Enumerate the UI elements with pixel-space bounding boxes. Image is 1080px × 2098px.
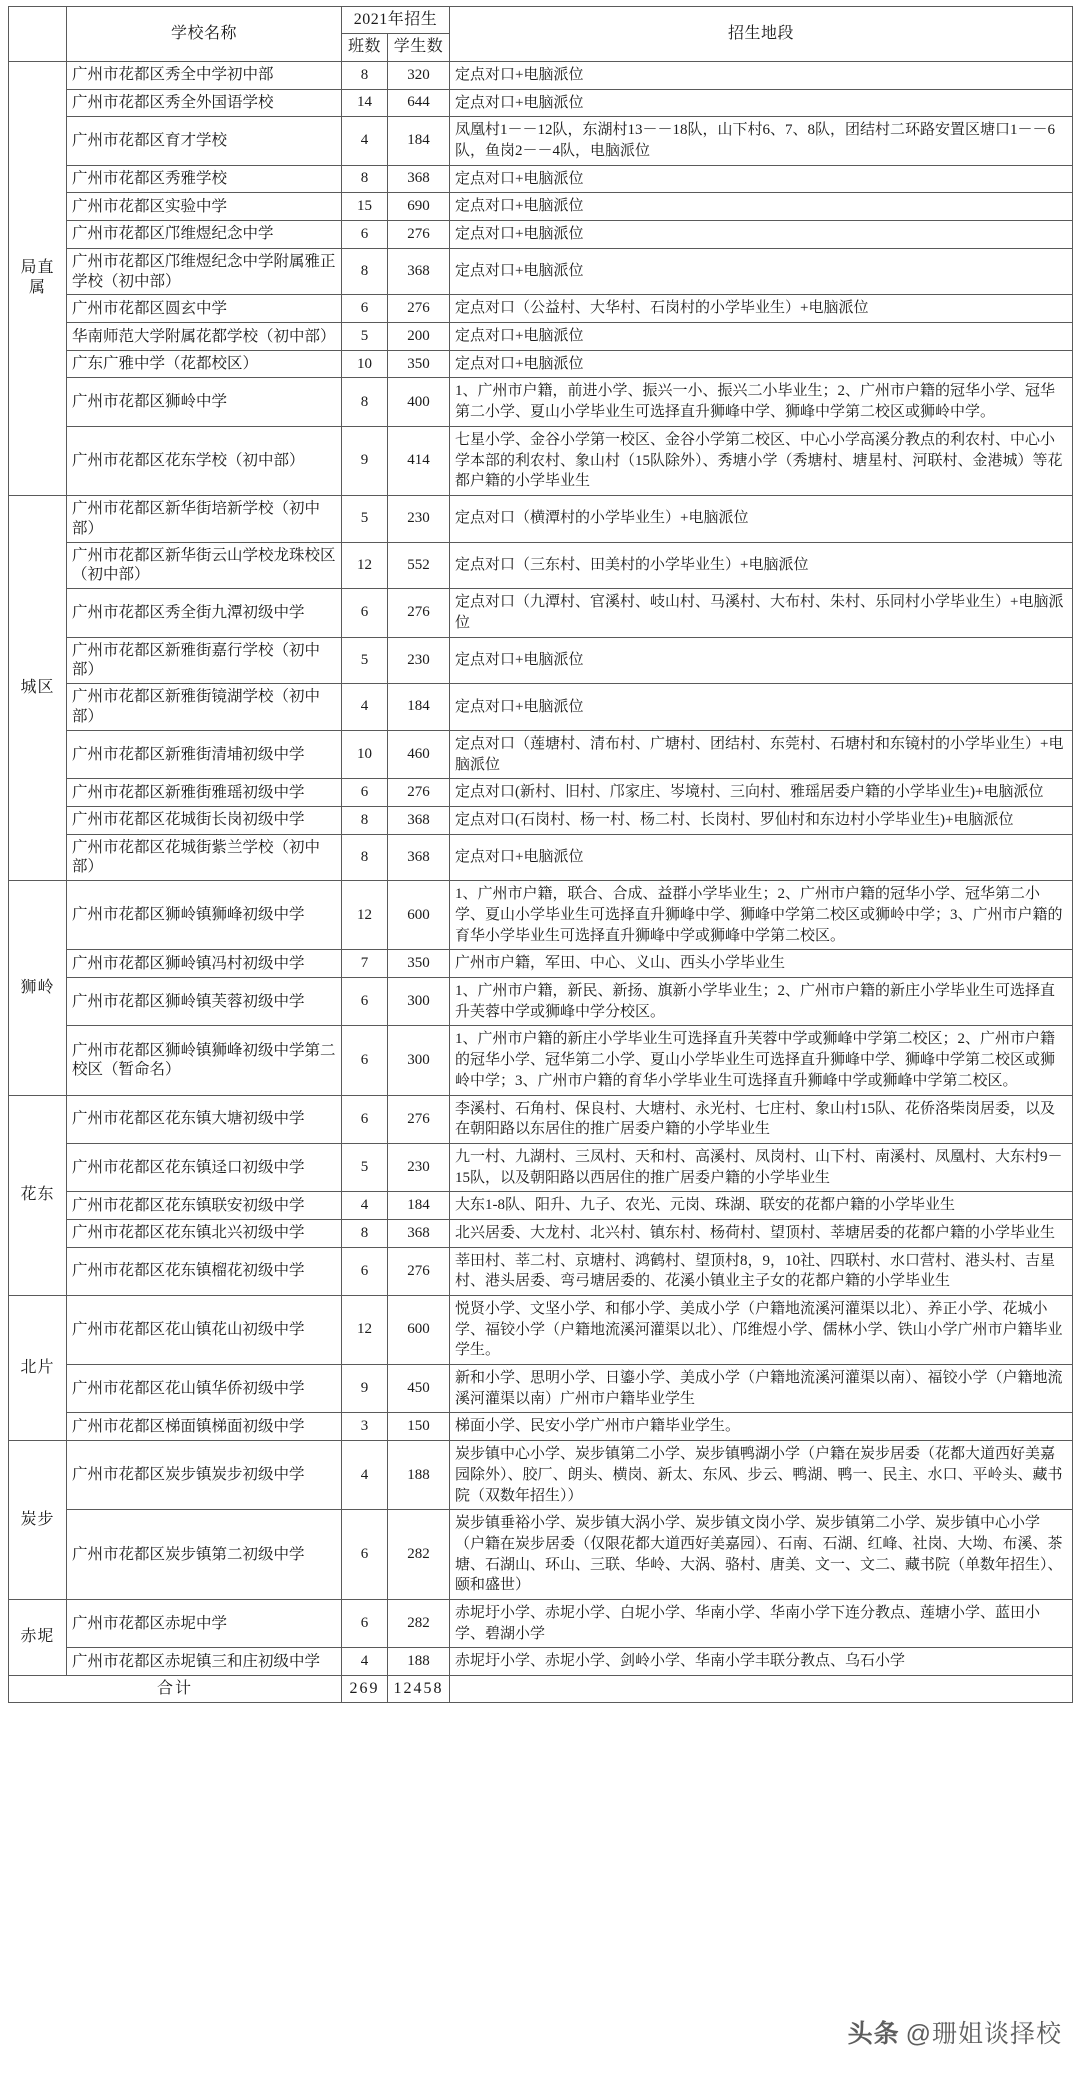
enrollment-zone-cell: 七星小学、金谷小学第一校区、金谷小学第二校区、中心小学高溪分教点的利农村、中心小学本部的利农村、象山村（15队除外）、秀塘小学（秀塘村、塘星村、河联村、金港城）等花都户籍的小学毕业生 xyxy=(450,426,1073,495)
table-row xyxy=(9,950,1073,978)
school-name-cell: 广州市花都区新华街云山学校龙珠校区（初中部） xyxy=(67,542,342,589)
class-count-cell: 8 xyxy=(342,834,388,881)
class-count-cell: 15 xyxy=(342,193,388,221)
student-count-cell: 552 xyxy=(388,542,450,589)
enrollment-zone-cell: 定点对口+电脑派位 xyxy=(450,61,1073,89)
table-row xyxy=(9,165,1073,193)
class-count-cell: 5 xyxy=(342,1143,388,1191)
school-name-cell: 广州市花都区花东镇迳口初级中学 xyxy=(67,1143,342,1191)
class-count-cell: 6 xyxy=(342,1026,388,1095)
enrollment-zone-cell: 定点对口（三东村、田美村的小学毕业生）+电脑派位 xyxy=(450,542,1073,589)
table-row xyxy=(9,1247,1073,1295)
enrollment-zone-cell: 定点对口+电脑派位 xyxy=(450,165,1073,193)
class-count-cell: 12 xyxy=(342,1296,388,1365)
enrollment-zone-cell: 炭步镇中心小学、炭步镇第二小学、炭步镇鸭湖小学（户籍在炭步居委（花都大道西好美嘉园除外）、胶厂、朗头、横岗、新太、东风、步云、鸭湖、鸭一、民主、水口、平岭头、藏书院（双数年招生）） xyxy=(450,1441,1073,1510)
enrollment-zone-cell: 定点对口(新村、旧村、邝家庄、岑境村、三向村、雅瑶居委户籍的小学毕业生)+电脑派位 xyxy=(450,779,1073,807)
table-row xyxy=(9,117,1073,165)
school-name-cell: 广州市花都区花东镇大塘初级中学 xyxy=(67,1095,342,1143)
district-cell: 花东 xyxy=(9,1095,67,1296)
student-count-cell: 300 xyxy=(388,978,450,1026)
table-row xyxy=(9,61,1073,89)
enrollment-zone-cell: 炭步镇垂裕小学、炭步镇大涡小学、炭步镇文岗小学、炭步镇第二小学、炭步镇中心小学（户籍在炭步居委（仅限花都大道西好美嘉园）、石南、石湖、红峰、社岗、大坳、布溪、茶塘、石湖山、环山、三联、华岭、大涡、骆村、唐美、文一、文二、藏书院（单数年招生）、颐和盛世） xyxy=(450,1510,1073,1600)
school-name-cell: 广州市花都区新雅街清埔初级中学 xyxy=(67,730,342,778)
class-count-cell: 6 xyxy=(342,978,388,1026)
school-name-cell: 广州市花都区花东镇联安初级中学 xyxy=(67,1192,342,1220)
enrollment-zone-cell: 定点对口（公益村、大华村、石岗村的小学毕业生）+电脑派位 xyxy=(450,295,1073,323)
table-row xyxy=(9,221,1073,249)
school-name-cell: 广州市花都区花东镇榴花初级中学 xyxy=(67,1247,342,1295)
class-count-cell: 5 xyxy=(342,495,388,542)
enrollment-zone-cell: 定点对口+电脑派位 xyxy=(450,323,1073,351)
class-count-cell: 12 xyxy=(342,542,388,589)
student-count-cell: 400 xyxy=(388,378,450,426)
student-count-cell: 188 xyxy=(388,1441,450,1510)
class-count-cell: 5 xyxy=(342,637,388,684)
enrollment-zone-cell: 新和小学、思明小学、日鎏小学、美成小学（户籍地流溪河灌渠以南）、福铰小学（户籍地流溪河灌渠以南）广州市户籍毕业学生 xyxy=(450,1365,1073,1413)
table-row xyxy=(9,1143,1073,1191)
school-name-cell: 广州市花都区花城街长岗初级中学 xyxy=(67,806,342,834)
class-count-cell: 8 xyxy=(342,806,388,834)
table-row xyxy=(9,248,1073,295)
student-count-cell: 600 xyxy=(388,1296,450,1365)
table-row xyxy=(9,1413,1073,1441)
student-count-cell: 644 xyxy=(388,89,450,117)
student-count-cell: 200 xyxy=(388,323,450,351)
district-cell: 北片 xyxy=(9,1296,67,1441)
school-name-cell: 广州市花都区狮岭镇芙蓉初级中学 xyxy=(67,978,342,1026)
enrollment-zone-cell: 大东1-8队、阳升、九子、农光、元岗、珠湖、联安的花都户籍的小学毕业生 xyxy=(450,1192,1073,1220)
enrollment-zone-cell: 赤坭圩小学、赤坭小学、剑岭小学、华南小学丰联分教点、乌石小学 xyxy=(450,1648,1073,1676)
header-enrollment-zone: 招生地段 xyxy=(450,7,1073,62)
student-count-cell: 282 xyxy=(388,1510,450,1600)
enrollment-zone-cell: 1、广州市户籍，新民、新扬、旗新小学毕业生；2、广州市户籍的新庄小学毕业生可选择直升芙蓉中学或狮峰中学分校区。 xyxy=(450,978,1073,1026)
table-row xyxy=(9,542,1073,589)
table-row xyxy=(9,1026,1073,1095)
student-count-cell: 230 xyxy=(388,495,450,542)
class-count-cell: 6 xyxy=(342,1095,388,1143)
table-row xyxy=(9,684,1073,731)
table-row xyxy=(9,589,1073,637)
student-count-cell: 368 xyxy=(388,165,450,193)
enrollment-zone-cell: 定点对口+电脑派位 xyxy=(450,221,1073,249)
table-row xyxy=(9,1192,1073,1220)
class-count-cell: 8 xyxy=(342,248,388,295)
class-count-cell: 4 xyxy=(342,1441,388,1510)
enrollment-zone-cell: 李溪村、石角村、保良村、大塘村、永光村、七庄村、象山村15队、花侨洛柴岗居委，以及在朝阳路以东居住的推广居委户籍的小学毕业生 xyxy=(450,1095,1073,1143)
school-name-cell: 广州市花都区新雅街雅瑶初级中学 xyxy=(67,779,342,807)
enrollment-zone-cell: 1、广州市户籍，前进小学、振兴一小、振兴二小毕业生；2、广州市户籍的冠华小学、冠华第二小学、夏山小学毕业生可选择直升狮峰中学、狮峰中学第二校区或狮岭中学。 xyxy=(450,378,1073,426)
school-name-cell: 广州市花都区狮岭镇冯村初级中学 xyxy=(67,950,342,978)
student-count-cell: 368 xyxy=(388,248,450,295)
student-count-cell: 350 xyxy=(388,950,450,978)
school-name-cell: 广州市花都区炭步镇第二初级中学 xyxy=(67,1510,342,1600)
student-count-cell: 276 xyxy=(388,779,450,807)
table-row xyxy=(9,1510,1073,1600)
enrollment-zone-cell: 定点对口+电脑派位 xyxy=(450,834,1073,881)
table-row xyxy=(9,730,1073,778)
class-count-cell: 4 xyxy=(342,117,388,165)
school-name-cell: 广州市花都区狮岭中学 xyxy=(67,378,342,426)
table-row xyxy=(9,1095,1073,1143)
student-count-cell: 184 xyxy=(388,1192,450,1220)
student-count-cell: 188 xyxy=(388,1648,450,1676)
class-count-cell: 10 xyxy=(342,350,388,378)
class-count-cell: 6 xyxy=(342,779,388,807)
class-count-cell: 8 xyxy=(342,61,388,89)
school-name-cell: 广州市花都区育才学校 xyxy=(67,117,342,165)
header-class-count: 班数 xyxy=(342,34,388,61)
table-row xyxy=(9,89,1073,117)
student-count-cell: 414 xyxy=(388,426,450,495)
class-count-cell: 6 xyxy=(342,1247,388,1295)
enrollment-zone-cell: 定点对口（莲塘村、清布村、广塘村、团结村、东莞村、石塘村和东镜村的小学毕业生）+电脑派位 xyxy=(450,730,1073,778)
school-name-cell: 广州市花都区邝维煜纪念中学附属雅正学校（初中部） xyxy=(67,248,342,295)
table-row xyxy=(9,323,1073,351)
header-year-enrollment: 2021年招生 xyxy=(342,7,450,34)
student-count-cell: 276 xyxy=(388,221,450,249)
watermark-logo: 头条 xyxy=(847,2020,900,2048)
class-count-cell: 4 xyxy=(342,1192,388,1220)
school-name-cell: 广州市花都区秀雅学校 xyxy=(67,165,342,193)
enrollment-zone-cell: 定点对口(石岗村、杨一村、杨二村、长岗村、罗仙村和东边村小学毕业生)+电脑派位 xyxy=(450,806,1073,834)
total-label: 合计 xyxy=(9,1676,342,1703)
class-count-cell: 7 xyxy=(342,950,388,978)
class-count-cell: 6 xyxy=(342,1510,388,1600)
header-student-count: 学生数 xyxy=(388,34,450,61)
school-name-cell: 广州市花都区邝维煜纪念中学 xyxy=(67,221,342,249)
class-count-cell: 6 xyxy=(342,589,388,637)
student-count-cell: 230 xyxy=(388,1143,450,1191)
enrollment-zone-cell: 1、广州市户籍的新庄小学毕业生可选择直升芙蓉中学或狮峰中学第二校区；2、广州市户籍的冠华小学、冠华第二小学、夏山小学毕业生可选择直升狮峰中学、狮峰中学第二校区或狮岭中学；3、广州市户籍的育华小学毕业生可选择直升狮峰中学或狮峰中学第二校区。 xyxy=(450,1026,1073,1095)
table-row xyxy=(9,1441,1073,1510)
school-name-cell: 广州市花都区赤坭镇三和庄初级中学 xyxy=(67,1648,342,1676)
enrollment-zone-cell: 定点对口+电脑派位 xyxy=(450,193,1073,221)
enrollment-zone-cell: 凤凰村1－－12队，东湖村13－－18队，山下村6、7、8队，团结村二环路安置区塘口1－－6队，鱼岗2－－4队，电脑派位 xyxy=(450,117,1073,165)
student-count-cell: 350 xyxy=(388,350,450,378)
school-name-cell: 广州市花都区花东镇北兴初级中学 xyxy=(67,1219,342,1247)
school-name-cell: 广州市花都区狮岭镇狮峰初级中学 xyxy=(67,881,342,950)
enrollment-zone-cell: 定点对口+电脑派位 xyxy=(450,89,1073,117)
district-cell: 炭步 xyxy=(9,1441,67,1600)
school-name-cell: 广州市花都区圆玄中学 xyxy=(67,295,342,323)
table-row xyxy=(9,193,1073,221)
table-row xyxy=(9,881,1073,950)
class-count-cell: 12 xyxy=(342,881,388,950)
enrollment-zone-cell: 北兴居委、大龙村、北兴村、镇东村、杨荷村、望顶村、莘塘居委的花都户籍的小学毕业生 xyxy=(450,1219,1073,1247)
student-count-cell: 450 xyxy=(388,1365,450,1413)
student-count-cell: 690 xyxy=(388,193,450,221)
school-name-cell: 华南师范大学附属花都学校（初中部） xyxy=(67,323,342,351)
enrollment-zone-cell: 定点对口（九潭村、官溪村、岐山村、马溪村、大布村、朱村、乐同村小学毕业生）+电脑派位 xyxy=(450,589,1073,637)
admissions-table xyxy=(8,6,1073,1703)
table-row xyxy=(9,637,1073,684)
watermark xyxy=(848,2014,1062,2050)
school-name-cell: 广州市花都区实验中学 xyxy=(67,193,342,221)
watermark-text: @珊姐谈择校 xyxy=(905,2020,1062,2048)
school-name-cell: 广州市花都区狮岭镇狮峰初级中学第二校区（暂命名） xyxy=(67,1026,342,1095)
class-count-cell: 8 xyxy=(342,1219,388,1247)
total-row xyxy=(9,1676,1073,1703)
header-district xyxy=(9,7,67,62)
district-cell: 狮岭 xyxy=(9,881,67,1095)
student-count-cell: 368 xyxy=(388,806,450,834)
student-count-cell: 368 xyxy=(388,1219,450,1247)
table-row xyxy=(9,1648,1073,1676)
student-count-cell: 300 xyxy=(388,1026,450,1095)
student-count-cell: 460 xyxy=(388,730,450,778)
enrollment-zone-cell: 莘田村、莘二村、京塘村、鸿鹤村、望顶村8，9，10社、四联村、水口营村、港头村、吉星村、港头居委、弯弓塘居委的、花溪小镇业主子女的花都户籍的小学毕业生 xyxy=(450,1247,1073,1295)
student-count-cell: 184 xyxy=(388,117,450,165)
enrollment-zone-cell: 定点对口+电脑派位 xyxy=(450,350,1073,378)
enrollment-zone-cell: 定点对口+电脑派位 xyxy=(450,684,1073,731)
enrollment-zone-cell: 定点对口+电脑派位 xyxy=(450,248,1073,295)
total-zone-empty xyxy=(450,1676,1073,1703)
school-name-cell: 广州市花都区花东学校（初中部） xyxy=(67,426,342,495)
table-row xyxy=(9,1296,1073,1365)
class-count-cell: 4 xyxy=(342,684,388,731)
school-name-cell: 广州市花都区秀全中学初中部 xyxy=(67,61,342,89)
table-row xyxy=(9,426,1073,495)
school-name-cell: 广州市花都区新雅街嘉行学校（初中部） xyxy=(67,637,342,684)
district-cell: 局直属 xyxy=(9,61,67,495)
school-name-cell: 广州市花都区梯面镇梯面初级中学 xyxy=(67,1413,342,1441)
enrollment-zone-cell: 定点对口（横潭村的小学毕业生）+电脑派位 xyxy=(450,495,1073,542)
enrollment-zone-cell: 广州市户籍，军田、中心、义山、西头小学毕业生 xyxy=(450,950,1073,978)
table-row xyxy=(9,1219,1073,1247)
student-count-cell: 276 xyxy=(388,1095,450,1143)
total-classes: 269 xyxy=(342,1676,388,1703)
table-row xyxy=(9,806,1073,834)
district-cell: 赤坭 xyxy=(9,1599,67,1675)
class-count-cell: 8 xyxy=(342,165,388,193)
student-count-cell: 600 xyxy=(388,881,450,950)
table-row xyxy=(9,295,1073,323)
student-count-cell: 184 xyxy=(388,684,450,731)
class-count-cell: 6 xyxy=(342,1599,388,1647)
student-count-cell: 276 xyxy=(388,295,450,323)
header-row-top xyxy=(9,7,1073,34)
class-count-cell: 8 xyxy=(342,378,388,426)
table-row xyxy=(9,779,1073,807)
enrollment-zone-cell: 悦贤小学、文坚小学、和郁小学、美成小学（户籍地流溪河灌渠以北）、养正小学、花城小学、福铰小学（户籍地流溪河灌渠以北）、邝维煜小学、儒林小学、铁山小学广州市户籍毕业学生。 xyxy=(450,1296,1073,1365)
total-students: 12458 xyxy=(388,1676,450,1703)
enrollment-zone-cell: 定点对口+电脑派位 xyxy=(450,637,1073,684)
class-count-cell: 3 xyxy=(342,1413,388,1441)
table-row xyxy=(9,834,1073,881)
class-count-cell: 14 xyxy=(342,89,388,117)
school-name-cell: 广州市花都区赤坭中学 xyxy=(67,1599,342,1647)
school-name-cell: 广州市花都区花山镇华侨初级中学 xyxy=(67,1365,342,1413)
student-count-cell: 276 xyxy=(388,1247,450,1295)
school-name-cell: 广州市花都区花城街紫兰学校（初中部） xyxy=(67,834,342,881)
student-count-cell: 230 xyxy=(388,637,450,684)
school-name-cell: 广州市花都区新华街培新学校（初中部） xyxy=(67,495,342,542)
class-count-cell: 6 xyxy=(342,221,388,249)
school-name-cell: 广州市花都区炭步镇炭步初级中学 xyxy=(67,1441,342,1510)
class-count-cell: 10 xyxy=(342,730,388,778)
student-count-cell: 282 xyxy=(388,1599,450,1647)
enrollment-zone-cell: 梯面小学、民安小学广州市户籍毕业学生。 xyxy=(450,1413,1073,1441)
table-row xyxy=(9,495,1073,542)
table-header xyxy=(9,7,1073,62)
enrollment-zone-cell: 1、广州市户籍，联合、合成、益群小学毕业生；2、广州市户籍的冠华小学、冠华第二小学、夏山小学毕业生可选择直升狮峰中学、狮峰中学第二校区或狮岭中学；3、广州市户籍的育华小学毕业生可选择直升狮峰中学或狮峰中学第二校区。 xyxy=(450,881,1073,950)
table-row xyxy=(9,350,1073,378)
school-name-cell: 广州市花都区秀全街九潭初级中学 xyxy=(67,589,342,637)
table-row xyxy=(9,1599,1073,1647)
school-name-cell: 广州市花都区新雅街镜湖学校（初中部） xyxy=(67,684,342,731)
table-row xyxy=(9,1365,1073,1413)
enrollment-zone-cell: 九一村、九湖村、三凤村、天和村、高溪村、凤岗村、山下村、南溪村、凤凰村、大东村9－15队，以及朝阳路以西居住的推广居委户籍的小学毕业生 xyxy=(450,1143,1073,1191)
district-cell: 城区 xyxy=(9,495,67,880)
student-count-cell: 276 xyxy=(388,589,450,637)
class-count-cell: 5 xyxy=(342,323,388,351)
class-count-cell: 9 xyxy=(342,426,388,495)
table-row xyxy=(9,378,1073,426)
table-footer xyxy=(9,1676,1073,1703)
school-name-cell: 广州市花都区秀全外国语学校 xyxy=(67,89,342,117)
table-row xyxy=(9,978,1073,1026)
student-count-cell: 368 xyxy=(388,834,450,881)
school-name-cell: 广东广雅中学（花都校区） xyxy=(67,350,342,378)
student-count-cell: 320 xyxy=(388,61,450,89)
enrollment-zone-cell: 赤坭圩小学、赤坭小学、白坭小学、华南小学、华南小学下连分教点、莲塘小学、蓝田小学、碧湖小学 xyxy=(450,1599,1073,1647)
class-count-cell: 9 xyxy=(342,1365,388,1413)
student-count-cell: 150 xyxy=(388,1413,450,1441)
table-body xyxy=(9,61,1073,1675)
header-school-name: 学校名称 xyxy=(67,7,342,62)
class-count-cell: 4 xyxy=(342,1648,388,1676)
school-name-cell: 广州市花都区花山镇花山初级中学 xyxy=(67,1296,342,1365)
class-count-cell: 6 xyxy=(342,295,388,323)
